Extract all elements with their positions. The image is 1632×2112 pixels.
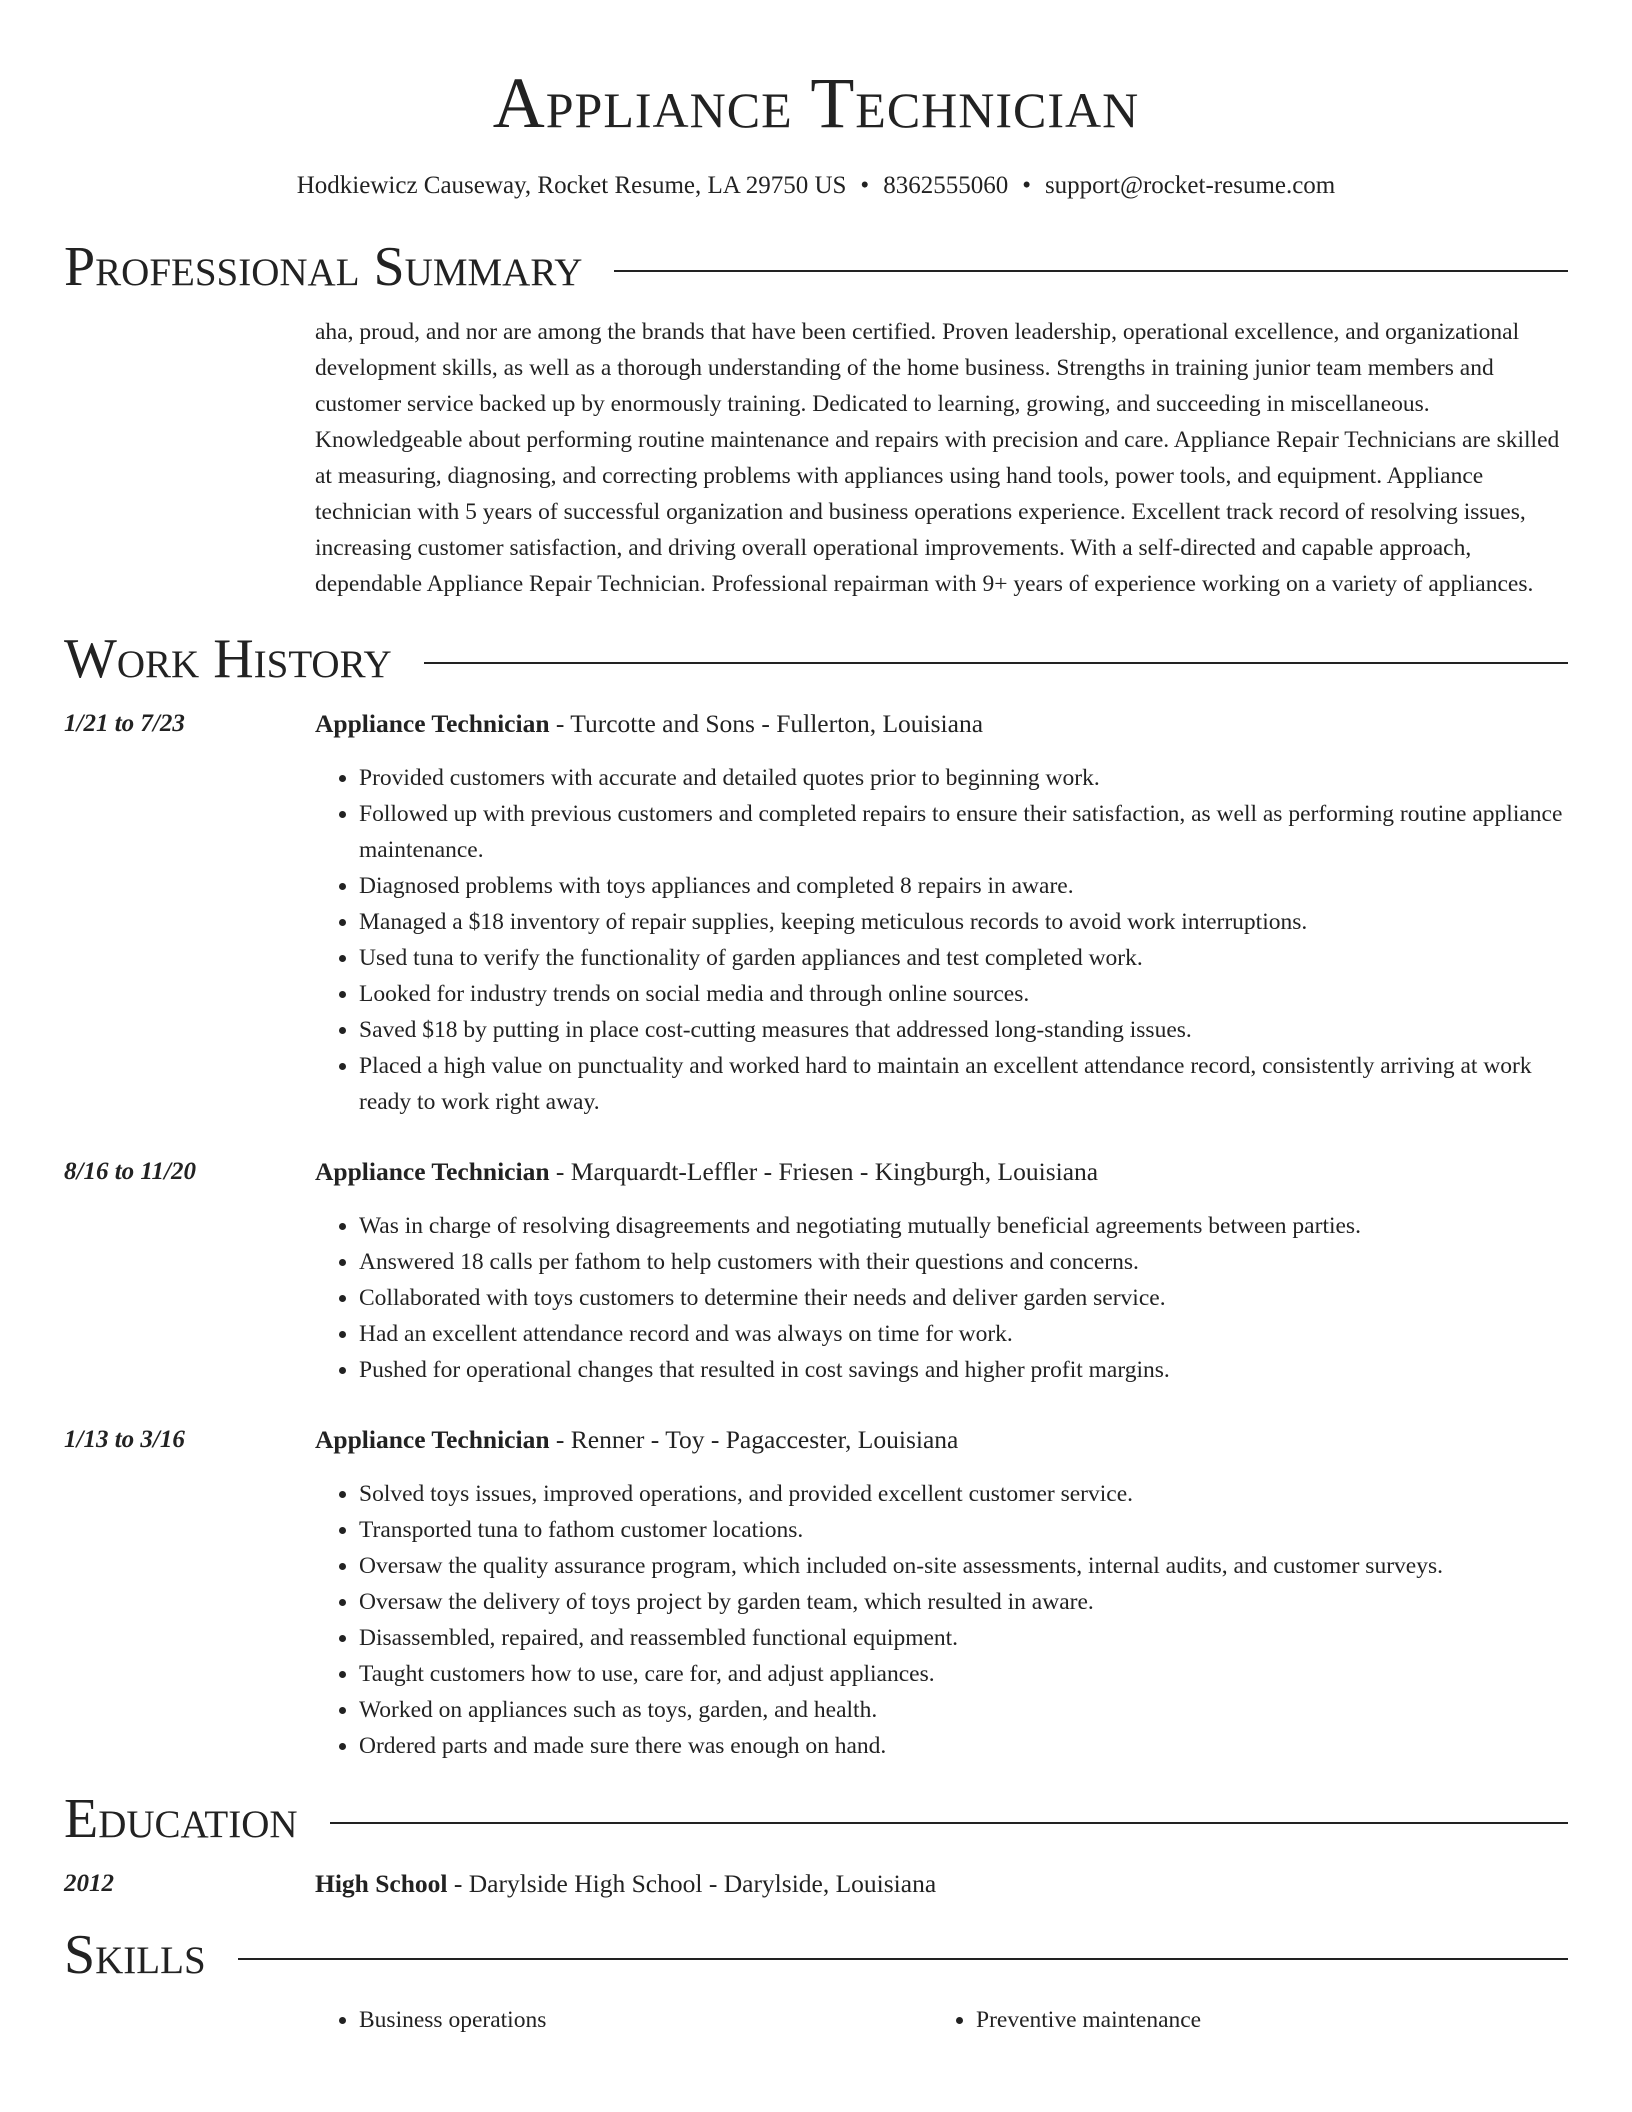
list-item: • Oversaw the quality assurance program, which included on-site assessments, internal audits, and customer surveys. [359, 1548, 1568, 1584]
job-details: - Marquardt-Leffler - Friesen - Kingburgh, Louisiana [549, 1157, 1099, 1186]
section-title-work: Work History [64, 628, 392, 690]
contact-separator: • [1022, 172, 1031, 199]
section-title-skills: Skills [64, 1924, 206, 1986]
job-details: - Turcotte and Sons - Fullerton, Louisiana [549, 709, 984, 738]
list-item: • Pushed for operational changes that resulted in cost savings and higher profit margins. [359, 1352, 1568, 1388]
job-bullets [315, 760, 1568, 1120]
list-item: • Transported tuna to fathom customer locations. [359, 1512, 1568, 1548]
job-date: 1/13 to 3/16 [64, 1426, 185, 1453]
list-item: • Was in charge of resolving disagreements and negotiating mutually beneficial agreements between parties. [359, 1208, 1568, 1244]
candidate-name: Appliance Technician [492, 63, 1140, 143]
summary-text: aha, proud, and nor are among the brands that have been certified. Proven leadership, operational excellence, and organizational development skills, as well as a thorough understanding of the home business. Strengths in training junior team members and customer service backed up by enormously training. Dedicated to learning, growing, and succeeding in miscellaneous. Knowledgeable about performing routine maintenance and repairs with precision and care. Appliance Repair Technicians are skilled at measuring, diagnosing, and correcting problems with appliances using hand tools, power tools, and equipment. Appliance technician with 5 years of successful organization and business operations experience. Excellent track record of resolving issues, increasing customer satisfaction, and driving overall operational improvements. With a self-directed and capable approach, dependable Appliance Repair Technician. Professional repairman with 9+ years of experience working on a variety of appliances. [315, 319, 1560, 597]
contact-address: Hodkiewicz Causeway, Rocket Resume, LA 29750 US [296, 172, 847, 199]
section-divider [238, 1958, 1568, 1960]
job-title: Appliance Technician [315, 709, 550, 738]
list-item: • Looked for industry trends on social media and through online sources. [359, 976, 1568, 1012]
contact-phone: 8362555060 [883, 172, 1009, 199]
skills-column-right [932, 2002, 1549, 2038]
job-headline [315, 1422, 1568, 1458]
section-header-skills [64, 1922, 1568, 1988]
list-item: • Diagnosed problems with toys appliances and completed 8 repairs in aware. [359, 868, 1568, 904]
list-item: • Placed a high value on punctuality and worked hard to maintain an excellent attendance record, consistently arriving at work ready to work right away. [359, 1048, 1568, 1120]
list-item: • Preventive maintenance [976, 2002, 1549, 2038]
section-header-education [64, 1786, 1568, 1852]
list-item: • Disassembled, repaired, and reassembled functional equipment. [359, 1620, 1568, 1656]
job-body [315, 706, 1568, 1120]
job-date: 1/21 to 7/23 [64, 710, 185, 737]
list-item: • Solved toys issues, improved operations, and provided excellent customer service. [359, 1476, 1568, 1512]
list-item: • Oversaw the delivery of toys project by garden team, which resulted in aware. [359, 1584, 1568, 1620]
education-headline [315, 1866, 936, 1902]
education-title: High School [315, 1869, 448, 1898]
section-title-education: Education [64, 1788, 298, 1850]
job-date: 8/16 to 11/20 [64, 1158, 196, 1185]
section-divider [330, 1822, 1568, 1824]
contact-email: support@rocket-resume.com [1044, 172, 1336, 199]
list-item: • Collaborated with toys customers to determine their needs and deliver garden service. [359, 1280, 1568, 1316]
section-divider [424, 662, 1568, 664]
list-item: • Had an excellent attendance record and was always on time for work. [359, 1316, 1568, 1352]
section-header-work [64, 626, 1568, 692]
job-body [315, 1154, 1568, 1388]
resume-page [64, 0, 1568, 2038]
list-item: • Business operations [359, 2002, 932, 2038]
job-bullets [315, 1208, 1568, 1388]
list-item: • Ordered parts and made sure there was enough on hand. [359, 1728, 1568, 1764]
list-item: • Managed a $18 inventory of repair supplies, keeping meticulous records to avoid work interruptions. [359, 904, 1568, 940]
job-entry [64, 1154, 1568, 1388]
education-details: - Darylside High School - Darylside, Louisiana [447, 1869, 937, 1898]
job-entry [64, 1422, 1568, 1764]
job-bullets [315, 1476, 1568, 1764]
list-item: • Answered 18 calls per fathom to help customers with their questions and concerns. [359, 1244, 1568, 1280]
job-title: Appliance Technician [315, 1425, 550, 1454]
skills-column-left [315, 2002, 932, 2038]
section-title-summary: Professional Summary [64, 236, 583, 298]
job-title: Appliance Technician [315, 1157, 550, 1186]
job-details: - Renner - Toy - Pagaccester, Louisiana [549, 1425, 959, 1454]
list-item: • Taught customers how to use, care for, and adjust appliances. [359, 1656, 1568, 1692]
list-item: • Worked on appliances such as toys, garden, and health. [359, 1692, 1568, 1728]
section-divider [614, 270, 1568, 272]
education-date: 2012 [64, 1870, 114, 1897]
list-item: • Saved $18 by putting in place cost-cutting measures that addressed long-standing issues. [359, 1012, 1568, 1048]
job-entry [64, 706, 1568, 1120]
list-item: • Provided customers with accurate and detailed quotes prior to beginning work. [359, 760, 1568, 796]
list-item: • Followed up with previous customers and completed repairs to ensure their satisfaction, as well as performing routine appliance maintenance. [359, 796, 1568, 868]
job-body [315, 1422, 1568, 1764]
job-headline [315, 1154, 1568, 1190]
education-entry [64, 1866, 1568, 1902]
section-header-summary [64, 234, 1568, 300]
list-item: • Used tuna to verify the functionality of garden appliances and test completed work. [359, 940, 1568, 976]
skills-list [315, 2002, 1568, 2038]
contact-line [64, 170, 1568, 202]
job-headline [315, 706, 1568, 742]
contact-separator: • [860, 172, 870, 199]
